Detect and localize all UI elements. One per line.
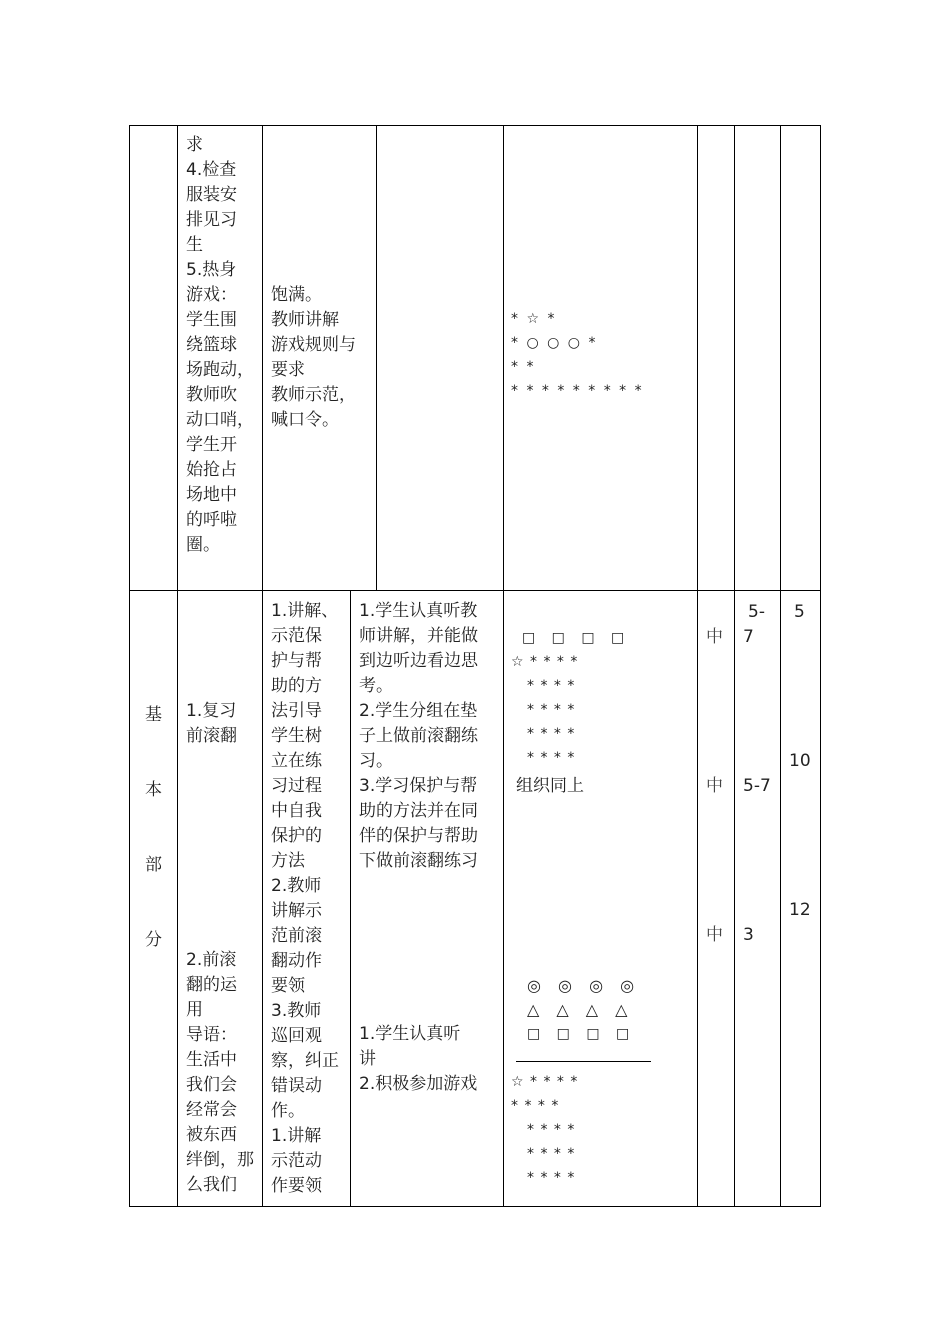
intensity-1: 中	[706, 627, 723, 647]
col-divider-4	[503, 125, 504, 1207]
times-1-cont: 7	[743, 627, 754, 647]
minutes-1: 5	[794, 602, 805, 622]
col-divider-3-bottom	[350, 590, 351, 1207]
row-divider	[129, 590, 821, 591]
col-divider-3-top	[376, 125, 377, 590]
student-activities-cell-2: 1.学生认真听 讲 2.积极参加游戏	[359, 1024, 478, 1094]
organization-same-as-above: 组织同上	[516, 776, 584, 796]
content-roll-application: 2.前滚 翻的运 用 导语： 生活中 我们会 经常会 被东西 绊倒，那 么我们	[186, 950, 254, 1195]
times-3: 3	[743, 925, 754, 945]
student-activities-cell-1: 1.学生认真听教 师讲解，并能做 到边听边看边思 考。 2.学生分组在垫 子上做前滚翻练 习。 3.学习保护与帮 助的方法并在同 伴的保护与帮助 下做前滚翻练习	[359, 601, 478, 871]
warmup-formation-diagram: * ☆ * * ○ ○ ○ * * * * * * * * * * * *	[511, 311, 644, 399]
table-bottom-border	[129, 1206, 821, 1207]
minutes-3: 12	[789, 900, 811, 920]
section-label-1: 基	[145, 705, 162, 725]
table-right-border	[820, 125, 821, 1207]
intensity-3: 中	[706, 925, 723, 945]
teacher-activities-cell: 1.讲解、 示范保 护与帮 助的方 法引导 学生树 立在练 习过程 中自我 保护的 方法 2.教师 讲解示 范前滚 翻动作 要领 3.教师 巡回观 察，纠正 错误动 作。 1.讲解 示范动 作要领	[271, 601, 339, 1196]
intensity-2: 中	[706, 776, 723, 796]
table-left-border	[129, 125, 130, 1207]
col-divider-5	[697, 125, 698, 1207]
times-2: 5-7	[743, 776, 771, 796]
col-divider-2	[262, 125, 263, 1207]
game-formation-diagram-players: ☆ * * * * * * * * * * * * * * * * * * * *	[511, 1074, 579, 1186]
content-review-roll: 1.复习 前滚翻	[186, 701, 237, 746]
minutes-2: 10	[789, 751, 811, 771]
top-content-cell: 求 4.检查 服装安 排见习 生 5.热身 游戏： 学生围 绕篮球 场跑动， 教师吹 动口哨， 学生开 始抢占 场地中 的呼啦 圈。	[186, 135, 254, 555]
col-divider-1	[177, 125, 178, 1207]
table-top-border	[129, 125, 821, 126]
col-divider-7	[780, 125, 781, 1207]
game-diagram-divider	[516, 1061, 651, 1062]
section-label-4: 分	[145, 930, 162, 950]
times-1: 5-	[748, 602, 765, 622]
game-formation-diagram: ◎ ◎ ◎ ◎ △ △ △ △ □ □ □ □	[527, 976, 641, 1042]
top-teacher-cell: 饱满。 教师讲解 游戏规则与 要求 教师示范， 喊口令。	[271, 285, 356, 430]
section-label-2: 本	[145, 780, 162, 800]
section-label-3: 部	[145, 855, 162, 875]
col-divider-6	[734, 125, 735, 1207]
practice-formation-diagram: □ □ □ □ ☆ * * * * * * * * * * * * * * * * * * * *	[511, 630, 631, 766]
